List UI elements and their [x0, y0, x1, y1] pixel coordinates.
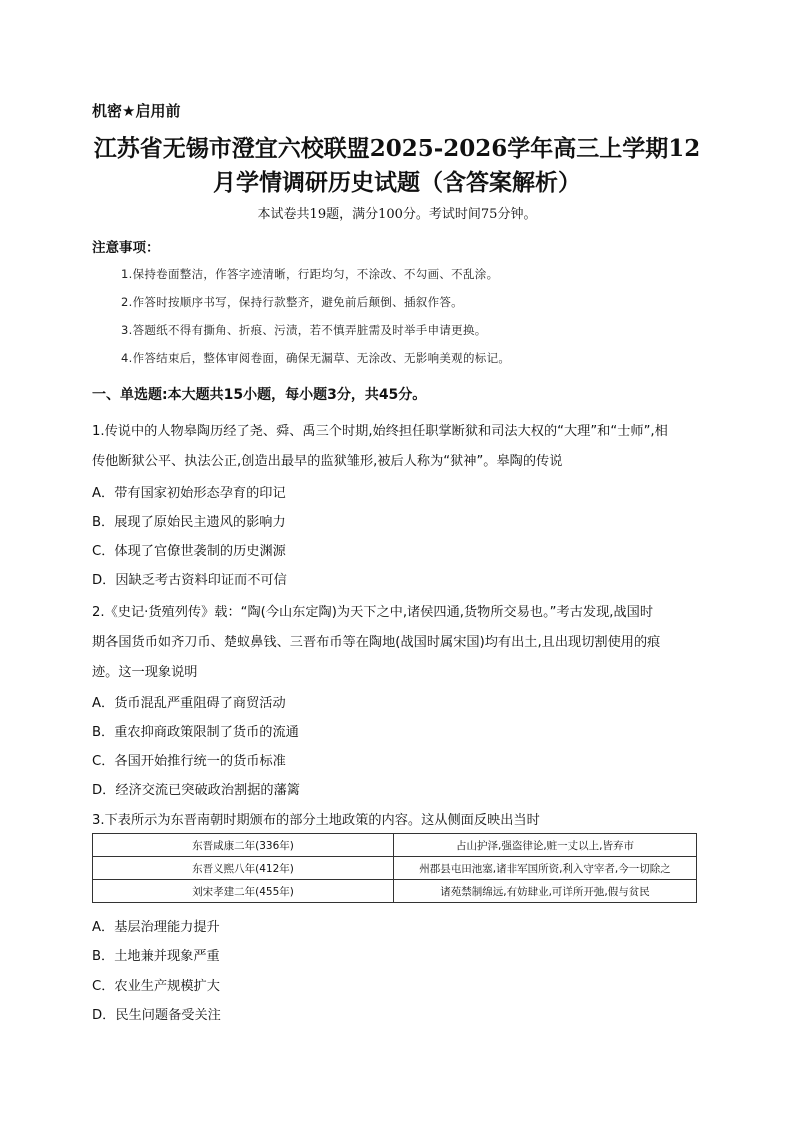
question-3-option-c: C．农业生产规模扩大 [92, 979, 220, 994]
page-title [80, 132, 714, 200]
table-cell-period: 刘宋孝建二年(455年) [93, 880, 394, 903]
title-line-2: 月学情调研历史试题（含答案解析） [213, 169, 581, 196]
question-2-option-a: A．货币混乱严重阻碍了商贸活动 [92, 696, 286, 711]
table-cell-period: 东晋咸康二年(336年) [93, 834, 394, 857]
question-3-option-d: D．民生问题备受关注 [92, 1008, 221, 1023]
question-2-option-d: D．经济交流已突破政治割据的藩篱 [92, 783, 300, 798]
notice-item: 1.保持卷面整洁，作答字迹清晰，行距均匀，不涂改、不勾画、不乱涂。 [121, 267, 499, 281]
table-cell-policy: 诸苑禁制绵远,有妨肆业,可详所开弛,假与贫民 [394, 880, 697, 903]
stem-line: 传他断狱公平、执法公正,创造出最早的监狱雏形,被后人称为“狱神”。皋陶的传说 [92, 454, 563, 469]
question-2-stem [92, 598, 704, 688]
question-1-option-c: C．体现了官僚世袭制的历史渊源 [92, 544, 286, 559]
section-heading: 一、单选题:本大题共15小题，每小题3分，共45分。 [92, 387, 427, 403]
stem-line: 期各国货币如齐刀币、楚蚁鼻钱、三晋布币等在陶地(战国时属宋国)均有出土,且出现切割使用的痕 [92, 635, 661, 650]
stem-line: 1.传说中的人物皋陶历经了尧、舜、禹三个时期,始终担任职掌断狱和司法大权的“大理”和“士师”,相 [92, 424, 668, 439]
title-line-1: 江苏省无锡市澄宜六校联盟2025-2026学年高三上学期12 [93, 135, 701, 162]
table-row [93, 834, 697, 857]
question-2-option-b: B．重农抑商政策限制了货币的流通 [92, 725, 299, 740]
stem-line: 3.下表所示为东晋南朝时期颁布的部分土地政策的内容。这从侧面反映出当时 [92, 813, 540, 828]
land-policy-table [92, 833, 697, 903]
notice-item: 4.作答结束后，整体审阅卷面，确保无漏草、无涂改、无影响美观的标记。 [121, 351, 511, 365]
question-3-stem [92, 806, 704, 836]
exam-info: 本试卷共19题，满分100分。考试时间75分钟。 [257, 207, 537, 222]
table-row [93, 857, 697, 880]
confidential-badge: 机密★启用前 [92, 102, 181, 120]
question-1-option-d: D．因缺乏考古资料印证而不可信 [92, 573, 287, 588]
question-1-stem [92, 417, 704, 477]
notice-item: 3.答题纸不得有撕角、折痕、污渍，若不慎弄脏需及时举手申请更换。 [121, 323, 487, 337]
question-3-option-b: B．土地兼并现象严重 [92, 949, 220, 964]
table-row [93, 880, 697, 903]
question-3-option-a: A．基层治理能力提升 [92, 920, 220, 935]
stem-line: 迹。这一现象说明 [92, 665, 198, 680]
question-2-option-c: C．各国开始推行统一的货币标准 [92, 754, 286, 769]
question-1-option-a: A．带有国家初始形态孕育的印记 [92, 486, 286, 501]
question-1-option-b: B．展现了原始民主遗风的影响力 [92, 515, 286, 530]
table-cell-policy: 州郡县屯田池塞,诸非军国所资,利入守宰者,今一切除之 [394, 857, 697, 880]
table-cell-policy: 占山护泽,强盗律论,赃一丈以上,皆弃市 [394, 834, 697, 857]
table-cell-period: 东晋义熙八年(412年) [93, 857, 394, 880]
notice-heading: 注意事项： [92, 240, 160, 256]
stem-line: 2.《史记·货殖列传》载：“陶(今山东定陶)为天下之中,诸侯四通,货物所交易也。”考古发现,战国时 [92, 605, 654, 620]
notice-item: 2.作答时按顺序书写，保持行款整齐，避免前后颠倒、插叙作答。 [121, 295, 463, 309]
